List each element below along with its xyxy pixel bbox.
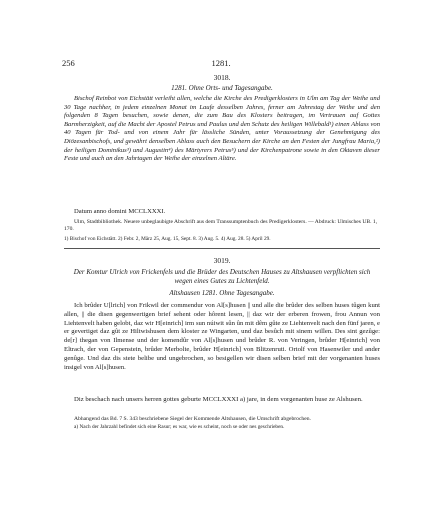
doc-date-line: Altshausen 1281. Ohne Tagesangabe. (169, 289, 275, 297)
doc-number: 3019. (213, 256, 231, 265)
doc-number: 3018. (213, 73, 231, 82)
doc-regest: Der Komtur Ulrich von Frickenfels und die Brüder des Deutschen Hauses zu Altshausen verpflichten sich wegen eines Gutes zu Lichtenfeld. (73, 268, 371, 285)
doc-regest: Bischof Reinbot von Eichstätt verleiht allen, welche die Kirche des Predigerklosters in Ulm am Tag der Weihe und 30 Tage nachher, in jedem einzelnen Monat im Laufe desselben Jahres, ferner am Jahrestag der Weihe und den folgenden 8 Tagen besuchen, sowie denen, die zum Bau des Klosters beitragen, im Vertrauen auf Gottes Barmherzigkeit, auf die Macht der Apostel Petrus und Paulus und den Schutz des heiligen Willebald¹) einen Ablass von 40 Tagen für Tod- und von einem Jahr für lässliche Sünden, unter Voraussetzung der Genehmigung des Diözesanbischofs, und gewährt denselben Ablass auch den Besuchern der Kirche an den Festen der Jungfrau Maria,²) der heiligen Dominikus³) und Augustin⁴) des Märtyrers Petrus⁵) und der Kirchenpatrone sowie in den Oktaven dieser Feste und auch an den Jahrtagen der Weihe der einzelnen Altäre. (64, 95, 380, 163)
divider (64, 248, 380, 249)
doc-source: Ulm, Stadtbibliothek. Neuere unbeglaubigte Abschrift aus dem Transsumptenbuch des Predigerklosters. — Abdruck: Ulmisches UB. 1, 170. (64, 219, 378, 233)
doc-closing: Diz beschach nach unsers herren gottes geburte MCCLXXXI a) jare, in dem vorgenanten huse ze Alshusen. (74, 396, 363, 403)
doc-date-line: 1281. Ohne Orts- und Tagesangabe. (171, 84, 273, 92)
page-number: 256 (62, 58, 75, 68)
running-header (62, 58, 380, 70)
header-year: 1281. (211, 58, 231, 68)
doc-notes: Abhangend das Bd. 7 S. 343 beschriebene Siegel der Kommende Altshausen, die Umschrift abgebrochen. (74, 416, 311, 422)
doc-footnote: 1) Bischof von Eichstätt. 2) Febr. 2, März 25, Aug. 15, Sept. 8. 3) Aug. 5. 4) Aug. 28. 5) April 29. (64, 236, 271, 242)
doc-footnote: a) Nach der Jahrzahl befindet sich eine Rasur; es war, wie es scheint, noch se oder nes geschrieben. (74, 424, 285, 430)
doc-text: Ich brûder U[lrich] von Frikwil der commendur von Al[s]husen || und alle die brûder des selben huses tûgen kunt allen, || die disen gegenwertigen brief sehent oder hôrent lesen, || daz wir der erberen frowen, frou Annun von Liehtenvelt haben gelobt, daz wir H[einrich] irm sun núiwit sûn ûn mit dêm gûte ze Liehtenvelt nach den fünf jaren, e er gevertiget daz gût ze Hiltwishusen dem kloster ze Wingarten, und daz besûch mit sinem willen. Des sint gezûge: de[r] thegan von Ilmense und der komendûr von Al[s]husen und brûder R. von Veringen, brûder H[einrich] von Eltrach, der von Gepenstein, brûder Merbolte, brûder H[einrich] von Blitzenruti. Ortolf von Hasenwiler und ander genûge. Und daz dis stete belibe und ungebrochen, so besigellen wir disen selben brief mit der vorgenanten huses insigel von Al[s]husen. (64, 302, 380, 371)
doc-datum: Datum anno domini MCCLXXXI. (74, 208, 166, 215)
